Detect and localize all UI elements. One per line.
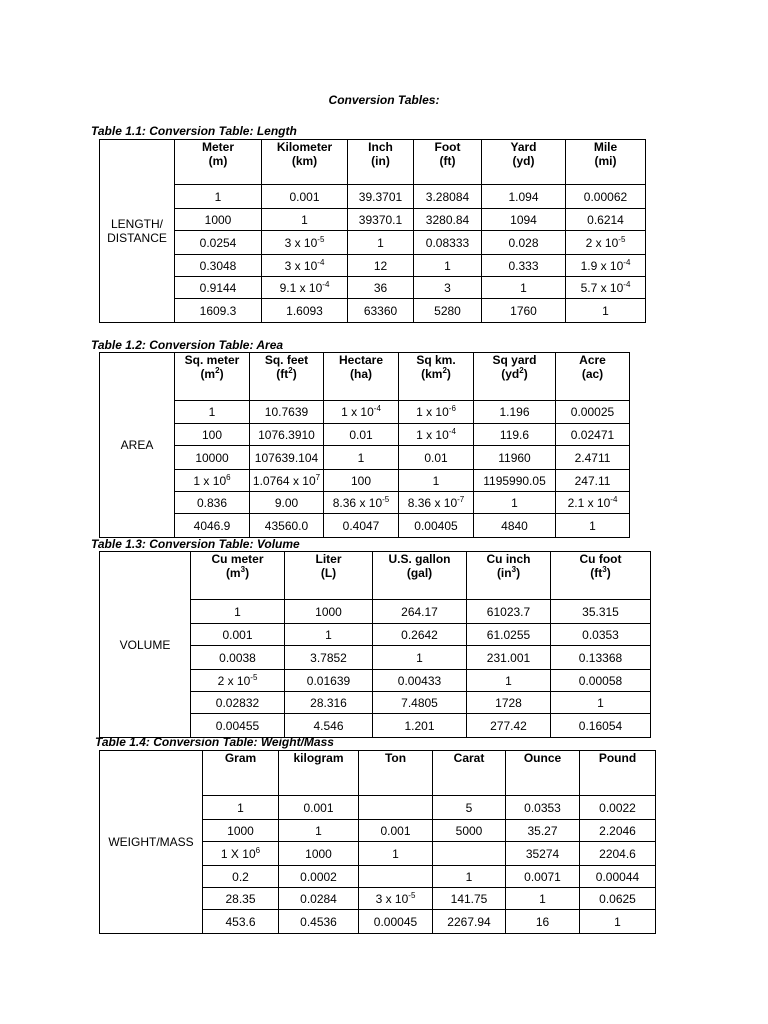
column-header-unit: (ft) bbox=[439, 154, 456, 168]
table-cell: 1 bbox=[580, 910, 656, 934]
table-cell: 141.75 bbox=[433, 888, 506, 910]
table-cell: 0.9144 bbox=[175, 277, 262, 299]
table-cell: 3 x $10^{-4}$ bbox=[262, 255, 348, 277]
column-header-unit: $(m^3)$ bbox=[225, 565, 250, 580]
table-cell: 0.01639 bbox=[285, 670, 373, 692]
column-header-unit: (yd) bbox=[512, 154, 535, 168]
table-cell: 35274 bbox=[506, 842, 580, 866]
column-header bbox=[414, 140, 482, 185]
table-cell: 1 x $10^{-4}$ bbox=[324, 401, 399, 424]
table-cell: 0.00433 bbox=[373, 670, 467, 692]
column-header bbox=[580, 751, 656, 796]
column-header-unit: (ac) bbox=[581, 367, 604, 381]
table-cell: 1 bbox=[551, 692, 651, 714]
column-header-unit: $(km^2)$ bbox=[421, 366, 451, 381]
table-cell: 39370.1 bbox=[348, 209, 414, 231]
table-cell: 1 bbox=[556, 514, 630, 538]
table-cell: 0.4536 bbox=[279, 910, 359, 934]
table-cell: 35.27 bbox=[506, 820, 580, 842]
table-cell: 1 bbox=[482, 277, 566, 299]
table-cell: 1 bbox=[324, 446, 399, 470]
table-row bbox=[100, 446, 630, 470]
column-header-name: Sq. feet bbox=[264, 353, 309, 367]
column-header-name: U.S. gallon bbox=[388, 552, 451, 566]
table-cell: 0.16054 bbox=[551, 714, 651, 738]
table-cell: 1.196 bbox=[474, 401, 556, 424]
table-cell: 1 bbox=[262, 209, 348, 231]
table-cell: 9.00 bbox=[250, 492, 324, 514]
column-header-unit: (mi) bbox=[594, 154, 617, 168]
table-cell: 1076.3910 bbox=[250, 424, 324, 446]
table-cell: 1.0764 x $10^7$ bbox=[250, 470, 324, 492]
table-cell: 0.00025 bbox=[556, 401, 630, 424]
table-cell: 1094 bbox=[482, 209, 566, 231]
conversion-table bbox=[99, 352, 630, 538]
table-cell: 3 x $10^{-5}$ bbox=[262, 231, 348, 255]
table-cell: 5280 bbox=[414, 299, 482, 323]
table-cell: 10.7639 bbox=[250, 401, 324, 424]
column-header-name: Liter bbox=[315, 552, 342, 566]
table-cell: 247.11 bbox=[556, 470, 630, 492]
table-cell: 9.1 x $10^{-4}$ bbox=[262, 277, 348, 299]
column-header-name: Foot bbox=[434, 140, 461, 154]
column-header bbox=[175, 353, 250, 401]
table-cell: 1609.3 bbox=[175, 299, 262, 323]
table-cell: 3.7852 bbox=[285, 646, 373, 670]
table-cell: 107639.104 bbox=[250, 446, 324, 470]
table-cell: 1 bbox=[399, 470, 474, 492]
column-header bbox=[556, 353, 630, 401]
column-header bbox=[399, 353, 474, 401]
column-header bbox=[467, 552, 551, 600]
document-title: Conversion Tables: bbox=[328, 93, 440, 107]
table-cell: 3 bbox=[414, 277, 482, 299]
table-cell: 3 x $10^{-5}$ bbox=[359, 888, 433, 910]
table-cell: 5 bbox=[433, 796, 506, 820]
table-cell: 1 bbox=[566, 299, 646, 323]
table-cell: 11960 bbox=[474, 446, 556, 470]
table-cell: 453.6 bbox=[203, 910, 279, 934]
table-cell: 0.0038 bbox=[191, 646, 285, 670]
table-cell: 1 bbox=[359, 842, 433, 866]
column-header-name: Cu inch bbox=[486, 552, 531, 566]
column-header-name: Pound bbox=[598, 751, 637, 765]
table-cell: 0.00058 bbox=[551, 670, 651, 692]
table-cell: 2204.6 bbox=[580, 842, 656, 866]
table-cell: 1 bbox=[506, 888, 580, 910]
table-cell: 4046.9 bbox=[175, 514, 250, 538]
table-cell: 0.3048 bbox=[175, 255, 262, 277]
table-cell: 61.0255 bbox=[467, 624, 551, 646]
table-cell: 0.2642 bbox=[373, 624, 467, 646]
table-cell: 1 bbox=[348, 231, 414, 255]
table-cell: 277.42 bbox=[467, 714, 551, 738]
column-header-unit: (m) bbox=[208, 154, 228, 168]
table-cell: 1000 bbox=[175, 209, 262, 231]
table-cell: 4.546 bbox=[285, 714, 373, 738]
table-header-row bbox=[100, 140, 646, 185]
table-cell: 1 bbox=[175, 185, 262, 209]
table-cell: 1 bbox=[175, 401, 250, 424]
table-cell: 2 x $10^{-5}$ bbox=[566, 231, 646, 255]
table-cell: 0.0625 bbox=[580, 888, 656, 910]
table-cell: 2 x $10^{-5}$ bbox=[191, 670, 285, 692]
table-row bbox=[100, 185, 646, 209]
column-header-name: Yard bbox=[510, 140, 537, 154]
table-cell: 5.7 x $10^{-4}$ bbox=[566, 277, 646, 299]
table-cell: 2267.94 bbox=[433, 910, 506, 934]
table-row bbox=[100, 492, 630, 514]
table-cell: 2.2046 bbox=[580, 820, 656, 842]
table-row bbox=[100, 424, 630, 446]
table-cell: 1 bbox=[279, 820, 359, 842]
column-header-name: Hectare bbox=[338, 353, 384, 367]
table-row bbox=[100, 277, 646, 299]
table-cell: 100 bbox=[175, 424, 250, 446]
row-category-label: LENGTH/ DISTANCE bbox=[100, 140, 175, 323]
table-cell bbox=[359, 866, 433, 888]
column-header bbox=[191, 552, 285, 600]
column-header bbox=[474, 353, 556, 401]
table-cell: 0.001 bbox=[262, 185, 348, 209]
column-header-name: Kilometer bbox=[276, 140, 333, 154]
column-header bbox=[506, 751, 580, 796]
table-cell: 3280.84 bbox=[414, 209, 482, 231]
table-cell: 0.0284 bbox=[279, 888, 359, 910]
table-cell: 63360 bbox=[348, 299, 414, 323]
table-cell: 0.0022 bbox=[580, 796, 656, 820]
table-header-row bbox=[100, 552, 651, 600]
column-header-name: Sq yard bbox=[492, 353, 537, 367]
column-header-name: Ounce bbox=[523, 751, 562, 765]
column-header-unit: (gal) bbox=[406, 566, 433, 580]
table-cell: 43560.0 bbox=[250, 514, 324, 538]
table-cell: 0.001 bbox=[359, 820, 433, 842]
table-cell: 1728 bbox=[467, 692, 551, 714]
column-header bbox=[482, 140, 566, 185]
table-cell: 264.17 bbox=[373, 600, 467, 624]
table-row bbox=[100, 209, 646, 231]
table-cell bbox=[433, 842, 506, 866]
table-cell: 3.28084 bbox=[414, 185, 482, 209]
column-header bbox=[285, 552, 373, 600]
table-cell: 1000 bbox=[203, 820, 279, 842]
table-cell: 0.01 bbox=[324, 424, 399, 446]
column-header-unit: (km) bbox=[291, 154, 318, 168]
column-header bbox=[279, 751, 359, 796]
column-header-name: Gram bbox=[224, 751, 257, 765]
column-header bbox=[203, 751, 279, 796]
table-cell: 0.13368 bbox=[551, 646, 651, 670]
column-header bbox=[551, 552, 651, 600]
table-cell: 1.9 x $10^{-4}$ bbox=[566, 255, 646, 277]
column-header-name: Cu foot bbox=[579, 552, 622, 566]
table-cell: 0.0002 bbox=[279, 866, 359, 888]
table-cell: 119.6 bbox=[474, 424, 556, 446]
table-cell: 8.36 x $10^{-7}$ bbox=[399, 492, 474, 514]
column-header-name: Sq. meter bbox=[184, 353, 240, 367]
column-header-name: Ton bbox=[384, 751, 407, 765]
table-cell: 1 x $10^{-6}$ bbox=[399, 401, 474, 424]
table-row bbox=[100, 401, 630, 424]
column-header-unit: (ha) bbox=[350, 367, 372, 381]
table-cell: 0.0353 bbox=[551, 624, 651, 646]
column-header-unit: $(m^2)$ bbox=[200, 366, 224, 381]
table-cell: 7.4805 bbox=[373, 692, 467, 714]
table-row bbox=[100, 470, 630, 492]
table-cell: 0.0353 bbox=[506, 796, 580, 820]
table-cell: 35.315 bbox=[551, 600, 651, 624]
table-cell: 1 bbox=[191, 600, 285, 624]
table-cell: 16 bbox=[506, 910, 580, 934]
table-cell: 12 bbox=[348, 255, 414, 277]
table-cell: 1 bbox=[467, 670, 551, 692]
table-cell: 100 bbox=[324, 470, 399, 492]
column-header bbox=[250, 353, 324, 401]
table-cell: 1 bbox=[373, 646, 467, 670]
row-category-label: VOLUME bbox=[100, 552, 191, 738]
table-row bbox=[100, 231, 646, 255]
table-cell: 0.6214 bbox=[566, 209, 646, 231]
table-cell: 0.00045 bbox=[359, 910, 433, 934]
column-header-name: Carat bbox=[453, 751, 485, 765]
table-cell: 1 x $10^{-4}$ bbox=[399, 424, 474, 446]
table-cell: 0.02832 bbox=[191, 692, 285, 714]
table-row bbox=[100, 255, 646, 277]
table-cell: 0.001 bbox=[191, 624, 285, 646]
column-header-name: Mile bbox=[593, 140, 618, 154]
conversion-table bbox=[99, 750, 656, 934]
table-cell: 0.028 bbox=[482, 231, 566, 255]
table-cell: 1.6093 bbox=[262, 299, 348, 323]
table-cell: 0.01 bbox=[399, 446, 474, 470]
table-cell: 1000 bbox=[285, 600, 373, 624]
table-cell: 0.02471 bbox=[556, 424, 630, 446]
column-header bbox=[359, 751, 433, 796]
table-cell: 10000 bbox=[175, 446, 250, 470]
table-cell: 1 bbox=[474, 492, 556, 514]
column-header-name: Inch bbox=[368, 140, 393, 154]
table-cell: 0.08333 bbox=[414, 231, 482, 255]
column-header-unit: $(in^3)$ bbox=[496, 565, 521, 580]
column-header-unit: $(ft^2)$ bbox=[276, 366, 297, 381]
table-row bbox=[100, 299, 646, 323]
table-cell: 39.3701 bbox=[348, 185, 414, 209]
table-cell: 0.2 bbox=[203, 866, 279, 888]
table-cell: 1000 bbox=[279, 842, 359, 866]
table-cell: 0.333 bbox=[482, 255, 566, 277]
table-cell: 1.201 bbox=[373, 714, 467, 738]
column-header-name: kilogram bbox=[293, 751, 344, 765]
table-cell: 1 bbox=[433, 866, 506, 888]
column-header-unit: $(yd^2)$ bbox=[501, 366, 528, 381]
table-header-row bbox=[100, 751, 656, 796]
table-cell: 8.36 x $10^{-5}$ bbox=[324, 492, 399, 514]
column-header-unit: (L) bbox=[320, 566, 337, 580]
table-cell: 0.00455 bbox=[191, 714, 285, 738]
table-caption: Table 1.2: Conversion Table: Area bbox=[91, 338, 284, 352]
column-header bbox=[433, 751, 506, 796]
table-cell: 1195990.05 bbox=[474, 470, 556, 492]
table-cell: 36 bbox=[348, 277, 414, 299]
table-cell: 0.0071 bbox=[506, 866, 580, 888]
table-cell: 2.1 x $10^{-4}$ bbox=[556, 492, 630, 514]
table-cell: 1760 bbox=[482, 299, 566, 323]
table-row bbox=[100, 514, 630, 538]
table-cell: 1 bbox=[285, 624, 373, 646]
table-cell: 0.001 bbox=[279, 796, 359, 820]
table-cell: 231.001 bbox=[467, 646, 551, 670]
table-cell: 2.4711 bbox=[556, 446, 630, 470]
column-header-name: Sq km. bbox=[416, 353, 456, 367]
column-header-name: Cu meter bbox=[211, 552, 264, 566]
conversion-table bbox=[99, 139, 646, 323]
column-header-name: Acre bbox=[579, 353, 606, 367]
table-caption: Table 1.3: Conversion Table: Volume bbox=[91, 537, 300, 551]
table-cell bbox=[359, 796, 433, 820]
column-header bbox=[566, 140, 646, 185]
table-cell: 0.0254 bbox=[175, 231, 262, 255]
column-header bbox=[324, 353, 399, 401]
column-header bbox=[262, 140, 348, 185]
table-cell: 1.094 bbox=[482, 185, 566, 209]
row-category-label: WEIGHT/MASS bbox=[100, 751, 203, 934]
table-cell: 0.836 bbox=[175, 492, 250, 514]
table-cell: 4840 bbox=[474, 514, 556, 538]
table-cell: 61023.7 bbox=[467, 600, 551, 624]
table-cell: 28.316 bbox=[285, 692, 373, 714]
table-cell: 28.35 bbox=[203, 888, 279, 910]
table-cell: 0.4047 bbox=[324, 514, 399, 538]
row-category-label: AREA bbox=[100, 353, 175, 538]
table-cell: 1 X $10^6$ bbox=[203, 842, 279, 866]
table-cell: 5000 bbox=[433, 820, 506, 842]
table-cell: 0.00405 bbox=[399, 514, 474, 538]
table-cell: 1 x $10^6$ bbox=[175, 470, 250, 492]
column-header bbox=[348, 140, 414, 185]
conversion-table bbox=[99, 551, 651, 738]
column-header bbox=[175, 140, 262, 185]
table-cell: 0.00062 bbox=[566, 185, 646, 209]
table-cell: 1 bbox=[203, 796, 279, 820]
table-caption: Table 1.4: Conversion Table: Weight/Mass bbox=[95, 735, 334, 749]
column-header-unit: $(ft^3)$ bbox=[590, 565, 611, 580]
table-caption: Table 1.1: Conversion Table: Length bbox=[91, 124, 297, 138]
column-header-name: Meter bbox=[201, 140, 234, 154]
table-cell: 1 bbox=[414, 255, 482, 277]
table-header-row bbox=[100, 353, 630, 401]
column-header bbox=[373, 552, 467, 600]
table-cell: 0.00044 bbox=[580, 866, 656, 888]
column-header-unit: (in) bbox=[371, 154, 390, 168]
